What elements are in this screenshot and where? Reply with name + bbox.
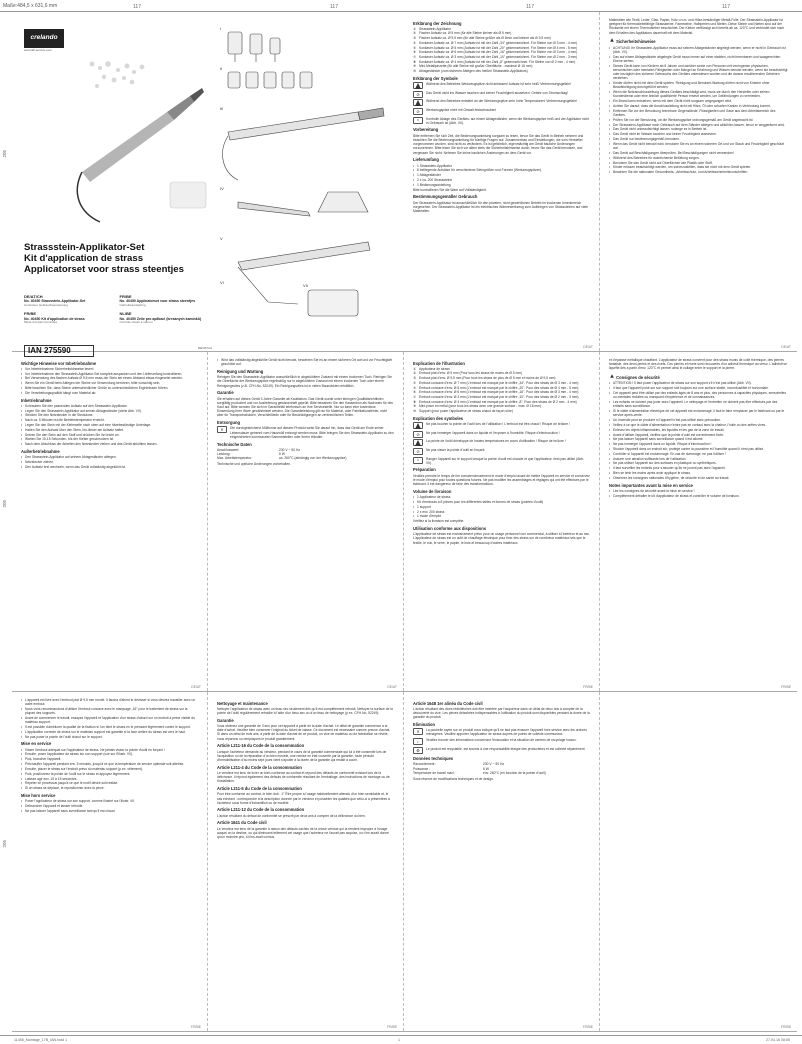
crossed-bin-icon: ✕ <box>217 426 227 433</box>
bullet-list: • Poser l'applicateur de strass sur son support, comme illustré sur l'illustr. VII. • Débrancher l'appareil et laisser refroidir. • Ne pas laisser l'appareil sans surveillance tant qu'il est chaud. <box>21 799 198 813</box>
model-list <box>24 294 209 325</box>
print-sheet-footer <box>0 1035 802 1044</box>
print-date: 27.04.16 08:55 <box>766 1038 790 1042</box>
list-item: ⑨ Mini-Metallpinzette (für alle Steine mit großer Oberfläche - maximal Ø 16 mm) <box>413 64 533 69</box>
symbol-row: La pointe de l'outil développe de hautes températures en cours d'utilisation ! Risque de brûlure ! <box>413 439 590 446</box>
bullet-list: • Vor Inbetriebnahme Sicherheitshinweise lesen! • Vor Inbetriebnahme den Strassstein-Applikator-Set komplett auspacken und den Lieferumfang kontrollieren. • Bei Verwendung des flachen Aufsatz Ø 9,5 mm muss der Stein bei einem Abstand etwas eingesetzt werden. • Wenn Sie ein Gerät beim Ablegen der Steine vor Verwendung berühren, bitte vorsichtig sein. • Bitte beachten Sie, dass Steine unterschiedlicher Größe zu unterschiedlichen Ergebnissen führen. • Die Verarbeitungsqualität hängt vom Material ab. <box>21 367 198 395</box>
paragraph: Pour être conforme au contrat, le bien doit : 1° Être propre à l'usage habituellement attendu d'un bien semblable et, le cas échéant : correspondre à la description donnée par le vendeur et posséder les qualités que celui-ci a présentées à l'acheteur sous forme d'échantillon ou de modèle. <box>217 792 390 805</box>
section-heading: Entsorgung <box>217 420 240 426</box>
svg-text:VII: VII <box>303 283 308 288</box>
paragraph: Der Strassstein-Applikator ist ausschließlich für den privaten, nicht gewerblichen Betrieb im trockenen Innenbereich vorgesehen. Der Strassstein-Applikator ist ein elektrisches Wärmewerkzeug zum Aufbringen von Strasssteinen auf viele Materialien. <box>413 200 588 213</box>
list-item: ⑩ Ablageständer (zum sicheren Ablegen des heißen Strassstein-Applikators) <box>413 69 528 74</box>
crossed-bin-icon: ✕ <box>413 728 423 735</box>
section-heading: Consignes de sécurité <box>609 373 788 380</box>
no-force-icon: ⊘ <box>413 448 423 455</box>
no-water-icon: ⊘ <box>413 431 423 438</box>
section-heading: Wichtige Hinweise vor Inbetriebnahme <box>21 360 97 366</box>
panel-footer: FR/BE <box>387 1024 397 1029</box>
delivery-list: • 1 Strassstein-Applikator • 8 beiliegende Aufsätze für verschiedene Steingrößen und Formen (Werkzeugspitzen) • 1 Ablageständer • 2 x ca. 200 Strasssteine • 1 Bedienungsanleitung <box>413 164 590 187</box>
list-item: ⑦ Konkaver Aufsatz ca. Ø 3 mm (Aufsatz ist mit der Zahl „10" gekennzeichnet. Für Steine von Ø 2 mm - 3 mm) <box>413 55 578 60</box>
print-sheet <box>12 12 797 1032</box>
panel-de-explanations <box>404 12 600 351</box>
panel-footer: FR/BE <box>583 1024 593 1029</box>
file-name: 11456_Montage_17B_IAN.Indd 1 <box>14 1038 68 1042</box>
paragraph: Vous obtenez une garantie de 3 ans pour cet appareil à partir de la date d'achat. Le délai de garantie commence à la date d'achat. Veuillez bien conserver l'original du ticket de caisse. Ce document est nécessaire comme preuve d'achat. Si dans un délai de trois ans, à partir de la date d'achat de ce produit, un vice de matériau ou de fabrication se révèle, nous réparons ou remplaçons le produit gratuitement. <box>217 723 391 741</box>
section-heading: Nettoyage et maintenance <box>217 700 268 706</box>
tech-table <box>413 762 590 775</box>
symbol-row: ⌂ Ranger l'appareil sur le support lorsque la pointe d'outil est chaude et que l'applicateur n'est pas utilisé (Abb. VII). <box>413 457 590 465</box>
list-item: ⑥ Konkaver Aufsatz ca. Ø 6 mm (Aufsatz ist mit der Zahl „16" gekennzeichnet. Für Steine von Ø 3 mm - 4 mm) <box>413 50 578 55</box>
paragraph: L'action résultant des vices rédhibitoires doit être intentée par l'acquéreur dans un délai de deux ans à compter de la découverte du vice. Les pièces détachées indispensables à l'utilisation du produit sont disponibles pendant la durée de la garantie du produit. <box>413 706 590 720</box>
high-temperature-icon <box>413 439 423 446</box>
product-photo <box>72 22 212 232</box>
section-heading: Vorbereitung <box>413 127 439 133</box>
disposal-row: ✕ Die durchgestrichene Mülltonne auf diesem Produkt weist Sie darauf hin, dass das Gerät am Ende seiner Lebensdauer getrennt vom Hausmüll entsorgt werden muss. Bitte bringen Sie den Strassstein-Applikator zu den eingerichteten kommunalen Sammelstellen oder Ihrem Händler. <box>217 426 394 439</box>
parts-illustration <box>208 12 404 352</box>
list-item: ⑧ Konkaver Aufsatz ca. Ø 4 mm (Aufsatz ist mit der Zahl „8" gekennzeichnet. Für Steine von Ø 2 mm - 4 mm) <box>413 59 576 64</box>
paragraph: Le vendeur est tenu de livrer un bien conforme au contrat et répond des défauts de conformité existant lors de la délivrance. Il répond également des défauts de conformité résultant de l'emballage, des instructions de montage ou de l'installation. <box>217 770 390 784</box>
paragraph: Sie erhalten auf dieses Gerät 3 Jahre Garantie ab Kaufdatum. Das Gerät wurde unter strengen Qualitätsrichtlinien sorgfältig produziert und vor Auslieferung gewissenhaft geprüft. Bitte bewahren Sie den Kassenbon als Nachweis für den Kauf auf. Bitte wenden Sie sich im Garantiefall telefonisch an Ihre Servicestelle. Nur so kann eine kostenlose Einsendung Ihrer Ware gewährleistet werden. Die Garantieleistung gilt nur für Material- oder Fabrikationsfehler, nicht aber für Transportschäden, Verschleißteile oder für Beschädigungen an zerbrechlichen Teilen. <box>217 396 394 418</box>
disposal-row: ✕ La poubelle rayée sur ce produit vous indique qu'il ne faut pas évacuer l'appareil hors service avec les ordures ménagères. Veuillez apporter l'applicateur de strass auprès de points de collecte communaux. <box>413 728 590 736</box>
high-temperature-icon <box>413 99 423 106</box>
svg-text:III: III <box>220 106 224 111</box>
paragraph: Sous réserve de modifications techniques et de design. <box>413 777 494 782</box>
panel-de-operation <box>12 352 208 691</box>
tech-row: Raccordement : 230 V ~ 50 Hz <box>413 762 504 767</box>
page-number: 117 <box>133 4 141 10</box>
section-heading: Article L211-16 du Code de la consommation <box>217 743 305 749</box>
section-heading: Mise hors service <box>21 792 56 798</box>
panel-footer: DE/AT <box>781 344 791 349</box>
sheet-row-1 <box>12 12 797 355</box>
paragraph: Veuillez prendre le temps de lire consciencieusement le mode d'emploi avant de mettre l'appareil en service et conservez le mode d'emploi pour toutes questions futures. Ne pas modifier les assemblages et réglages qui ont été effectués par le fabricant. Il est dangereux de faire des transformations. <box>413 473 590 487</box>
section-heading: Erklärung der Zeichnung <box>413 20 462 26</box>
panel-de-warranty <box>208 352 404 691</box>
stand-icon: ⌂ <box>413 457 423 464</box>
bullet-list: • Wird das vollständig abgekühlte Gerät nicht benutzt, bewahren Sie es an einem sicheren Ort auf und vor Feuchtigkeit geschützt auf. <box>217 358 394 366</box>
figure-panel <box>208 12 404 351</box>
section-heading: Lieferumfang <box>413 157 439 163</box>
section-heading: Außerbetriebnahme <box>21 448 60 454</box>
svg-text:V: V <box>220 236 223 241</box>
section-heading: Garantie <box>217 717 234 723</box>
paragraph: Lorsque l'acheteur demande au vendeur, pendant le cours de la garantie commerciale qui lui a été consentie lors de l'acquisition ou de la réparation d'un bien meuble, une remise en état couverte par la garantie, toute période d'immobilisation d'au moins sept jours vient s'ajouter à la durée de la garantie qui restait à courir. <box>217 749 387 762</box>
paragraph: L'action résultant du défaut de conformité se prescrit par deux ans à compter de la délivrance du bien. <box>217 813 366 818</box>
no-force-icon: ⊘ <box>413 108 423 115</box>
brand-logo: crelando <box>24 29 64 48</box>
safety-list: • ACHTUNG! Ihr Strassstein-Applikator muss auf seinem Ablageständer abgelegt werden, wenn er nicht in Gebrauch ist (Abb. VII). • Das auf einem Ablageständer abgelegte Gerät muss immer auf einer stabilen, nicht brennbaren und waagerechten Ebene stehen. • Dieses Gerät kann von Kindern ab 8 Jahren und darüber sowie von Personen mit verringerten physischen, sensorischen oder mentalen Fähigkeiten oder Mangel an Erfahrung und Wissen benutzt werden, wenn sie beaufsichtigt oder bezüglich des sicheren Gebrauchs des Gerätes unterwiesen wurden und die daraus resultierenden Gefahren verstehen. • Kinder dürfen nicht mit dem Gerät spielen. Reinigung und Benutzer-Wartung dürfen nicht von Kindern ohne Beaufsichtigung durchgeführt werden. • Wenn die Netzanschlussleitung dieses Gerätes beschädigt wird, muss sie durch den Hersteller oder seinen Kundendienst oder eine ähnlich qualifizierte Person ersetzt werden, um Gefährdungen zu vermeiden. • Ein Brand kann entstehen, wenn mit dem Gerät nicht sorgsam umgegangen wird. • Achten Sie darauf, dass die Anschlussleitung nicht mit Hitze, Öl oder scharfen Kanten in Verbindung kommt. • Entfernen Sie vor der Benutzung brennbare Gegenstände, Flüssigkeiten und Gase aus dem Arbeitsbereich des Gerätes. • Prüfen Sie vor der Benutzung, ob die Werkzeugspitze ordnungsgemäß am Gerät angebracht ist. • Der Strassstein-Applikator nach Gebrauch auf dem Ständer ablegen und abkühlen lassen, bevor er weggeräumt wird. • Das Gerät nicht unbeaufsichtigt lassen, solange es in Betrieb ist. • Das Gerät nicht im Wasser tauchen und keiner Feuchtigkeit aussetzen. • Das Gerät nur bestimmungsgemäß benutzen. • Wenn das Gerät nicht benutzt wird, benutzen Sie es an einem sicheren Ort und vor Staub und Feuchtigkeit geschützt auf. • Das Gerät auf Beschädigungen überprüfen. Bei Beschädigungen nicht verwenden! • Während des Betriebes für ausreichende Belüftung sorgen. • Benutzen Sie das Gerät nicht auf Oberflächen wie Plastik oder Stoff. • Kinder müssen beaufsichtigt werden, um sicherzustellen, dass sie nicht mit dem Gerät spielen. • Beachten Sie die nationalen Gesundheits-, Arbeitsschutz- und Arbeitssicherheitsvorschriften. <box>609 46 788 175</box>
section-heading: Mise en service <box>21 741 52 747</box>
hot-surface-icon <box>413 82 423 89</box>
sheet-size-label: Maße:484,5 x 631,6 mm <box>3 3 58 9</box>
print-sheet-header <box>0 0 802 12</box>
side-dimension: 205 <box>2 840 7 848</box>
page-number: 117 <box>330 4 338 10</box>
section-heading: Données techniques <box>413 756 454 762</box>
disposal-row: ♻ Le produit est recyclable, est soumis à une responsabilité élargie des producteurs et est collecté séparément. <box>413 747 590 754</box>
section-heading: Reinigung und Wartung <box>217 368 264 374</box>
panel-fr-disposal <box>404 692 600 1031</box>
region-badge: DE/AT/CH <box>198 346 212 350</box>
section-heading: Article 1641 du Code civil <box>217 820 267 826</box>
panel-fr-warranty <box>208 692 404 1031</box>
section-heading: Inbetriebnahme <box>21 397 52 403</box>
side-dimension: 205 <box>2 500 7 508</box>
tech-table <box>217 448 394 461</box>
panel-footer: DE/AT <box>387 684 397 689</box>
bullet-list: • Den Strassstein-Applikator auf seinem Ablageständer ablegen. • Netzstecker ziehen. • Den Aufsatz erst wechseln, wenn das Gerät vollständig abgekühlt ist. <box>21 455 198 469</box>
svg-text:IV: IV <box>220 186 224 191</box>
disposal-row: i Veuillez trouver des informations concernant l'évacuation et la situation de centres de recyclage locaux. <box>413 738 590 745</box>
symbol-row: Während des Betriebes entsteht an der Werkzeugspitze sehr hohe Temperaturen! Verbrennungsgefahr! <box>413 99 590 106</box>
model-entry: FR/BE No. 40450 Kit d'application de strass Mode d'emploi Controlée <box>24 311 85 324</box>
svg-text:II: II <box>220 66 223 71</box>
parts-list: ① Applicateur de strass ② Embout plat d'env. Ø 5 mm (Pour tous les strass de moins de Ø 5 mm) ③ Embout plat d'env. Ø 9,5 mm (Pour tous les strass de plus de Ø 5 mm et moins de Ø 9,5 mm) ④ Embout concave d'env. Ø 7 mm (L'embout est marqué par le chiffre „34". Pour des strass de Ø 3 mm - 4 mm) ⑤ Embout concave d'env. Ø 5 mm (L'embout est marqué par le chiffre „20". Pour des strass de Ø 4 mm - 5 mm) ⑥ Embout concave d'env. Ø 6 mm (L'embout est marqué par le chiffre „16". Pour des strass de Ø 3 mm - 4 mm) ⑦ Embout concave d'env. Ø 3 mm (L'embout est marqué par le chiffre „10". Pour des strass de Ø 2 mm - 3 mm) ⑧ Embout concave d'env. Ø 4 mm (L'embout est marqué par le chiffre „8". Pour des strass de Ø 2 mm - 4 mm) ⑨ Mini-pince en métal (pour tous les strass avec une grande surface - max. Ø 16 mm) ⑩ Support (pour poser l'applicateur de strass chaud de façon sûre) <box>413 366 579 414</box>
paragraph: Materialien wie Textil, Leder, Glas, Papier, Holz u.v.m. und Hitze-beständiger Metall-Folie. Der Strassstein-Applikator ist geeignet für thermoklebefähige Strasssteine, Farmsteine, Halbperlen und Nieten. Diese Steine und Nieten sind auf der Rückseite mit einem Thermokleber beschichtet. Der Kleber verflüssigt sich bereits ab ca. 120°C und verbindet sich nach dem Erhalten des Applikators dauerhaft mit dem Material. <box>609 18 785 35</box>
tech-row: Anschlusswert: 230 V ~ 50 Hz <box>217 447 300 452</box>
info-icon: i <box>413 738 423 745</box>
page-number: 117 <box>526 4 534 10</box>
paragraph: Bitte entfernen Sie sich Zeit, die Bedienungsanleitung sorgsam zu lesen, bevor Sie das Gerät in Betrieb nehmen und beachten Sie die Bedienungsanleitung für künftige Fragen auf. Zusammenbau und Einstellungen, die vom Hersteller vorgenommen wurden, sind nicht zu verändern. Es ist gefährlich, eigenmächtig am Gerät bauliche Änderungen vorzunehmen. Bitte lesen Sie sich vor allem stets die Sicherheitshinweise durch, bevor Sie das Gerät benutzen, und vergessen Sie nicht: Nehmen Sie keine baulichen Änderungen an dem Gerät vor. <box>413 133 584 155</box>
safety-list: • ATTENTION ! Il faut poser l'applicateur de strass sur son support s'il n'est pas utilisé (Abb. VII). • Il faut que l'appareil posé sur son support soit toujours sur une surface stable, incombustible et horizontale. • Cet appareil peut être utilisé par des enfants âgés de 8 ans et plus, des personnes à capacités physiques, sensorielles ou mentales réduites ou manquant d'expérience et de connaissances. • Les enfants ne doivent pas jouer avec l'appareil. Le nettoyage et l'entretien ne doivent pas être effectués par des enfants sans surveillance. • Si le câble d'alimentation électrique de cet appareil est endommagé, il faut le faire remplacer par le fabricant ou par le service après-vente. • Un incendie peut se produire si l'appareil n'est pas utilisé avec précaution. • Veillez à ce que le câble d'alimentation n'entre pas en contact avec la chaleur, l'huile ou des arêtes vives. • Enlevez les objets inflammables, les liquides et les gaz de la zone de travail. • Avant d'utiliser l'appareil, vérifiez que la pointe d'outil est correctement fixée. • Ne pas laisser l'appareil sans surveillance quand il est allumé. • Ne pas immerger l'appareil dans un liquide. Risque d'électrocution ! • Stocker l'appareil dans un endroit sûr, protégé contre la poussière et l'humidité quand il n'est pas utilisé. • Contrôler si l'appareil est endommagé. En cas de dommage, ne pas l'utiliser ! • Assurer une aération suffisante lors de l'utilisation. • Ne pas utiliser l'appareil sur des surfaces en plastique ou synthétiques. • Il faut surveiller les enfants pour s'assurer qu'ils ne jouent pas avec l'appareil. • Bien se tenir les mains après avoir appliqué le strass. • Observez les consignes nationales d'hygiène, de sécurité et de santé au travail. <box>609 381 788 480</box>
symbol-row: ⊘ Ne pas immerger l'appareil dans un liquide et l'exposer à l'humidité. Risque d'électrocution ! <box>413 431 590 438</box>
section-heading: Article L211-12 du Code de la consommation <box>217 807 305 813</box>
panel-blank <box>600 692 797 1031</box>
panel-footer: FR/BE <box>781 1024 791 1029</box>
paragraph: Reinigen Sie den Strassstein-Applikator ausschließlich in abgekühltem Zustand mit einem trockenen Tuch. Reinigen Sie die Oberfläche der Werkzeugspitze regelmäßig nur in abgekühltem Zustand mit einem trockenen Tuch oder einem Reinigungsvlies (z.B. CFH-No. 52249). Ein Reinigungsvlies ist in vielen Baumärkten erhältlich. <box>217 375 393 388</box>
symbol-row: ⌂ Kontrolle Ablage des Gerätes: auf einem Ablageständer, wenn die Werkzeugspitze heiß und der Applikator nicht in Gebrauch ist (Abb. VII). <box>413 117 590 125</box>
section-heading: Bestimmungsgemäßer Gebrauch <box>413 194 478 200</box>
panel-fr-operation <box>12 692 208 1031</box>
bullet-list: • Schrauben Sie den passenden Aufsatz auf den Strassstein-Applikator. • Legen Sie den Strassstein-Applikator auf seinen Ablageständer (siehe Abb. VII). • Stecken Sie den Netzstecker in die Steckdose. • Nach ca. 5 Minuten ist die Betriebstemperatur erreicht. • Legen Sie den Stein mit der Klebeseite nach oben auf eine hitzebeständige Unterlage. • Halten Sie den Aufsatz über den Stein, bis dieser am Aufsatz haftet. • Setzen Sie den Stein auf den Stoff und drücken Sie ihn leicht an. • Warten Sie 10-15 Sekunden, bis der Kleber geschmolzen ist. • Nach dem Abschluss der Arbeiten den Netzstecker ziehen und das Gerät abkühlen lassen. <box>21 404 198 447</box>
symbol-row: ⊘ Werkzeugspitze nicht mit Gewalt festschrauben! <box>413 108 590 115</box>
no-water-icon: ⊘ <box>413 91 423 98</box>
paragraph: Bitte kontrollieren Sie die Ware auf Vollständigkeit. <box>413 187 487 192</box>
tech-row: Puissance : 6 W <box>413 766 489 771</box>
hot-surface-icon <box>413 422 423 429</box>
section-heading: Garantie <box>217 390 234 396</box>
ian-number: IAN 275590 <box>24 345 94 357</box>
panel-fr-explanations <box>404 352 600 691</box>
page-number: 117 <box>722 4 730 10</box>
list-item: ① Strassstein-Applikator <box>413 26 452 31</box>
symbol-row: ⊘ Das Gerät nicht ins Wasser tauchen und keiner Feuchtigkeit aussetzen. Gefahr von Stromschlag! <box>413 91 590 98</box>
sheet-row-3 <box>12 692 797 1032</box>
delivery-list: • 1 Applicateur de strass • Kit d'embouts à 8 pièces pour les différentes tailles et formes de strass (pointes d'outil) • 1 support • 2 x env. 200 strass • 1 mode d'emploi <box>413 495 590 518</box>
panel-fr-safety <box>600 352 797 691</box>
panel-footer: DE/AT <box>583 344 593 349</box>
warning-icon <box>610 374 614 378</box>
triman-icon: ♻ <box>413 747 423 754</box>
paragraph: L'applicateur de strass est exclusivement prévu pour un usage personnel non commercial, à utiliser à l'intérieur et au sec. L'applicateur de strass est un outil de chauffage électrique pour fixer des strass sur de nombreux matériaux tels que le textile, le cuir, le verre, le papier, le bois et beaucoup d'autres matériaux. <box>413 532 591 545</box>
model-entry: FR/BE No. 40450 Applicatorset voor strass steentjes Gebruiksaanwijzing <box>119 294 196 307</box>
paragraph: et d'épaisse métallique chauffant. L'applicateur de strass convient pour des strass munis de colle thermique, des pierres fantaisie, des demi-perles et des rivets. Ces pierres et rivets sont recouverts d'un adhésif thermique au verso. L'adhésif se liquéfie dès à partir d'env. 120°C et permet ainsi le collage entre le support et la pierre. <box>609 358 787 371</box>
panel-footer: FR/BE <box>191 1024 201 1029</box>
section-heading: Volume de livraison <box>413 488 452 494</box>
section-heading: Explication des symboles <box>413 415 464 421</box>
section-heading: Explication de l'illustration <box>413 360 465 366</box>
section-heading: Utilisation conforme aux dispositions <box>413 525 487 531</box>
product-titles <box>24 242 204 275</box>
panel-de-safety <box>600 12 797 351</box>
paragraph: Vérifiez si la livraison est complète. <box>413 519 465 524</box>
list-item: ⑤ Konkaver Aufsatz ca. Ø 5 mm (Aufsatz ist mit der Zahl „20" gekennzeichnet. Für Steine von Ø 4 mm - 5 mm) <box>413 45 578 50</box>
side-dimension: 205 <box>2 150 7 158</box>
panel-footer: FR/BE <box>781 684 791 689</box>
model-entry: DE/AT/CH No. 40450 Strassstein-Applikator-Set Controleer Gebrauchsanweisung <box>24 294 86 307</box>
bullet-list: • Lire les consignes de sécurité avant la mise en service ! • Complètement déballer le kit d'applicateur de strass et contrôler le volume de livraison. <box>609 489 788 498</box>
list-item: ③ Flacher Aufsatz ca. Ø 9,5 mm (für alle Steine größer als Ø 5mm und kleiner als Ø 9,5 mm) <box>413 36 551 41</box>
paragraph: Nettoyer l'applicateur de strass avec un tissu sec seulement dès qu'il est complètement refroidi. Nettoyer la surface de la pointe de l'outil régulièrement refroidie à l'aide d'un tissu sec ou d'un tissu de nettoyage (p.ex. CFH-No. 52249). <box>217 706 393 715</box>
section-heading: Préparation <box>413 467 436 473</box>
section-heading: Sicherheitshinweise <box>609 37 788 44</box>
parts-list <box>413 27 590 74</box>
section-heading: Article L211-4 du Code de la consommation <box>217 764 302 770</box>
panel-footer: DE/AT <box>191 684 201 689</box>
bullet-list: • Visser l'embout adéquat sur l'applicateur de strass. Ne jamais visser la pointe d'outil en forçant ! • Ensuite, poser l'applicateur de strass sur son support (voir sur l'illustr. VII). • Puis, brancher l'appareil. • Préchauffer l'appareil pendant env. 5 minutes, jusqu'à ce que la température de service optimale soit atteinte. • Ensuite, placer le strass sur l'endroit prévu du matériau support (p.ex. vêtement). • Puis, positionnez la pointe de l'outil sur le strass et appuyez légèrement. • Laissez agir env. 10 à 15 secondes. • Répéter ce processus jusqu'à ce que le motif désiré soit réalisé. • Si un strass se déplace, le repositionner avec la pince. <box>21 748 198 791</box>
tech-row: Température de travail maxi. : env. 260°C (en fonction de la pointe d'outil) <box>413 770 546 775</box>
symbol-row: Während des Betriebes Werkzeugspitze nicht anfassen! Aufsatz ist sehr heiß! Verbrennungsgefahr! <box>413 82 590 89</box>
tech-row: Max. Arbeitstemperatur: ca. 260°C (abhängig von der Werkzeugspitze) <box>217 456 347 461</box>
sheet-row-2 <box>12 352 797 692</box>
section-heading: Notes importantes avant la mise en service <box>609 482 693 488</box>
section-heading: Technische Daten <box>217 441 252 447</box>
paragraph: Le vendeur est tenu de la garantie à raison des défauts cachés de la chose vendue qui la rendent impropre à l'usage auquel on la destine, ou qui diminuent tellement cet usage que l'acheteur ne l'aurait pas acquise, ou n'en aurait donné qu'un moindre prix, s'il les avait connus. <box>217 826 389 840</box>
list-item: ② Flacher Aufsatz ca. Ø 5 mm (für alle Steine kleiner als Ø 5 mm) <box>413 31 512 36</box>
tech-row: Leistung: 6 W <box>217 452 285 456</box>
symbol-row: ⊘ Ne pas visser la pointe d'outil en forçant. <box>413 448 590 455</box>
panel-footer: FR/BE <box>583 684 593 689</box>
title-de: Strassstein-Applikator-Set <box>24 242 145 253</box>
section-heading: Erklärung der Symbole <box>413 75 458 81</box>
list-item: ④ Konkaver Aufsatz ca. Ø 7 mm (Aufsatz ist mit der Zahl „34" gekennzeichnet. Für Steine von Ø 3 mm - 4 mm) <box>413 40 578 45</box>
stand-icon: ⌂ <box>413 117 423 124</box>
title-nl: Applicatorset voor strass steentjes <box>24 264 184 276</box>
applicator-body <box>82 112 174 182</box>
paragraph: Technische und optische Änderungen vorbehalten. <box>217 462 292 467</box>
sheet-number: 1 <box>398 1038 400 1042</box>
section-heading: Article 1648 1er alinéa du Code civil <box>413 700 483 706</box>
bullet-list: • L'appareil est livré avec l'embout plat Ø 9,5 mm monté. Il faudra d'abord le dévisser si vous désirez travailler avec un autre embout. • Nous vous recommandons d'utiliser l'embout concave avec le marquage „16" pour le traitement de strass sur la plupart des supports. • Avant de commencer le travail, essayez l'appareil et l'application d'un strass d'abord sur un endroit à peine visible du matériau support. • Il est possible d'améliorer la qualité de la fixation si l'on tient le strass en le pressant légèrement contre le support. • L'application correcte de strass sur le matériau support est garantie si la face arrière du strass est vers le haut. • Ne pas poser la pointe de l'outil chaud sur le support. <box>21 698 198 739</box>
svg-text:I: I <box>220 26 222 31</box>
service-url: www.lidl-service.com <box>24 48 52 52</box>
title-fr: Kit d'application de strass <box>24 253 144 265</box>
section-heading: Elimination <box>413 721 436 727</box>
model-entry: NL/BE No. 40450 Zeile pro aplikaci (kresaných kamínků) Controle obsah a nahoru <box>119 311 202 324</box>
symbol-row: Ne pas toucher la pointe de l'outil lors de l'utilisation ! L'embout est très chaud ! Risque de brûlure ! <box>413 422 590 429</box>
warning-icon <box>610 39 614 43</box>
svg-text:VI: VI <box>220 280 224 285</box>
section-heading: Article L211-5 du Code de la consommation <box>217 786 302 792</box>
